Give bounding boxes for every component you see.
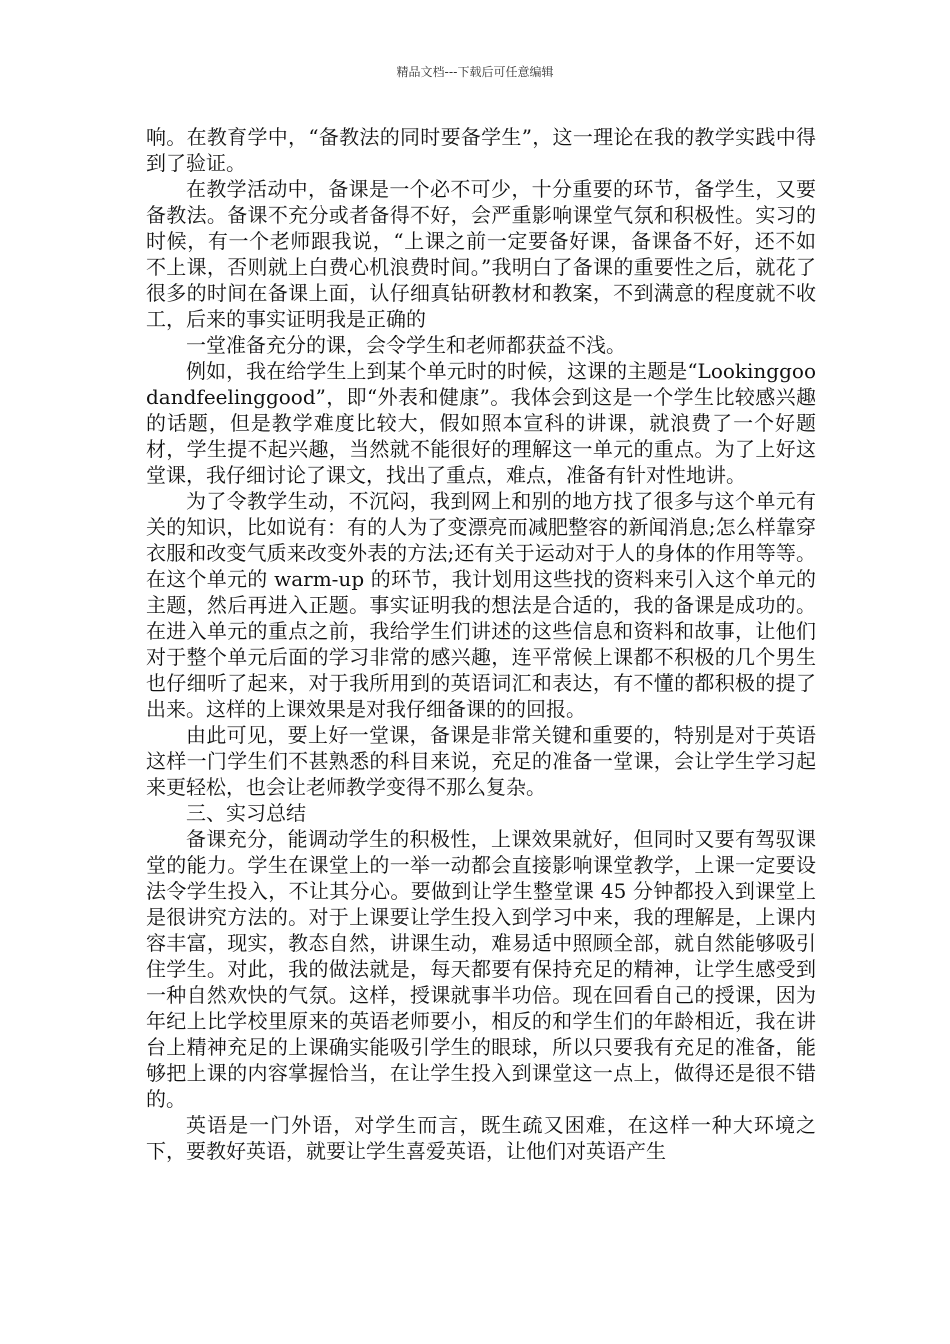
paragraph: 响。在教育学中，“备教法的同时要备学生”，这一理论在我的教学实践中得到了验证。 bbox=[146, 125, 816, 175]
paragraph: 一堂准备充分的课，会令学生和老师都获益不浅。 bbox=[186, 333, 626, 357]
paragraph: 例如，我在给学生上到某个单元时的时候，这课的主题是“Lookinggoodandfeelinggood”，即“外表和健康”。我体会到这是一个学生比较感兴趣的话题，但是教学难度比较大，假如照本宣科的讲课，就浪费了一个好题材，学生提不起兴趣，当然就不能很好的理解这一单元的重点。为了上好这堂课，我仔细讨论了课文，找出了重点，难点，准备有针对性地讲。 bbox=[146, 359, 816, 487]
document-body bbox=[146, 124, 816, 1164]
section-heading: 三、实习总结 bbox=[186, 801, 306, 825]
paragraph: 为了令教学生动，不沉闷，我到网上和别的地方找了很多与这个单元有关的知识，比如说有：有的人为了变漂亮而减肥整容的新闻消息;怎么样靠穿衣服和改变气质来改变外表的方法;还有关于运动对于人的身体的作用等等。在这个单元的 warm-up 的环节，我计划用这些找的资料来引入这个单元的主题，然后再进入正题。事实证明我的想法是合适的，我的备课是成功的。在进入单元的重点之前，我给学生们讲述的这些信息和资料和故事，让他们对于整个单元后面的学习非常的感兴趣，连平常候上课都不积极的几个男生也仔细听了起来，对于我所用到的英语词汇和表达，有不懂的都积极的提了出来。这样的上课效果是对我仔细备课的的回报。 bbox=[146, 489, 816, 721]
paragraph: 备课充分，能调动学生的积极性，上课效果就好，但同时又要有驾驭课堂的能力。学生在课堂上的一举一动都会直接影响课堂教学，上课一定要设法令学生投入，不让其分心。要做到让学生整堂课 45 分钟都投入到课堂上是很讲究方法的。对于上课要让学生投入到学习中来，我的理解是，上课内容丰富，现实，教态自然，讲课生动，难易适中照顾全部，就自然能够吸引住学生。对此，我的做法就是，每天都要有保持充足的精神，让学生感受到一种自然欢快的气氛。这样，授课就事半功倍。现在回看自己的授课，因为年纪上比学校里原来的英语老师要小，相反的和学生们的年龄相近，我在讲台上精神充足的上课确实能吸引学生的眼球，所以只要我有充足的准备，能够把上课的内容掌握恰当，在让学生投入到课堂这一点上，做得还是很不错的。 bbox=[146, 827, 816, 1111]
paragraph: 在教学活动中，备课是一个必不可少，十分重要的环节，备学生，又要备教法。备课不充分或者备得不好，会严重影响课堂气氛和积极性。实习的时候，有一个老师跟我说，“上课之前一定要备好课，备课备不好，还不如不上课，否则就上白费心机浪费时间。”我明白了备课的重要性之后，就花了很多的时间在备课上面，认仔细真钻研教材和教案，不到满意的程度就不收工，后来的事实证明我是正确的 bbox=[146, 177, 816, 331]
paragraph: 由此可见，要上好一堂课，备课是非常关键和重要的，特别是对于英语这样一门学生们不甚熟悉的科目来说，充足的准备一堂课，会让学生学习起来更轻松，也会让老师教学变得不那么复杂。 bbox=[146, 723, 816, 799]
page-header: 精品文档---下载后可任意编辑 bbox=[396, 65, 554, 79]
paragraph: 英语是一门外语，对学生而言，既生疏又困难，在这样一种大环境之下，要教好英语，就要让学生喜爱英语，让他们对英语产生 bbox=[146, 1113, 816, 1163]
